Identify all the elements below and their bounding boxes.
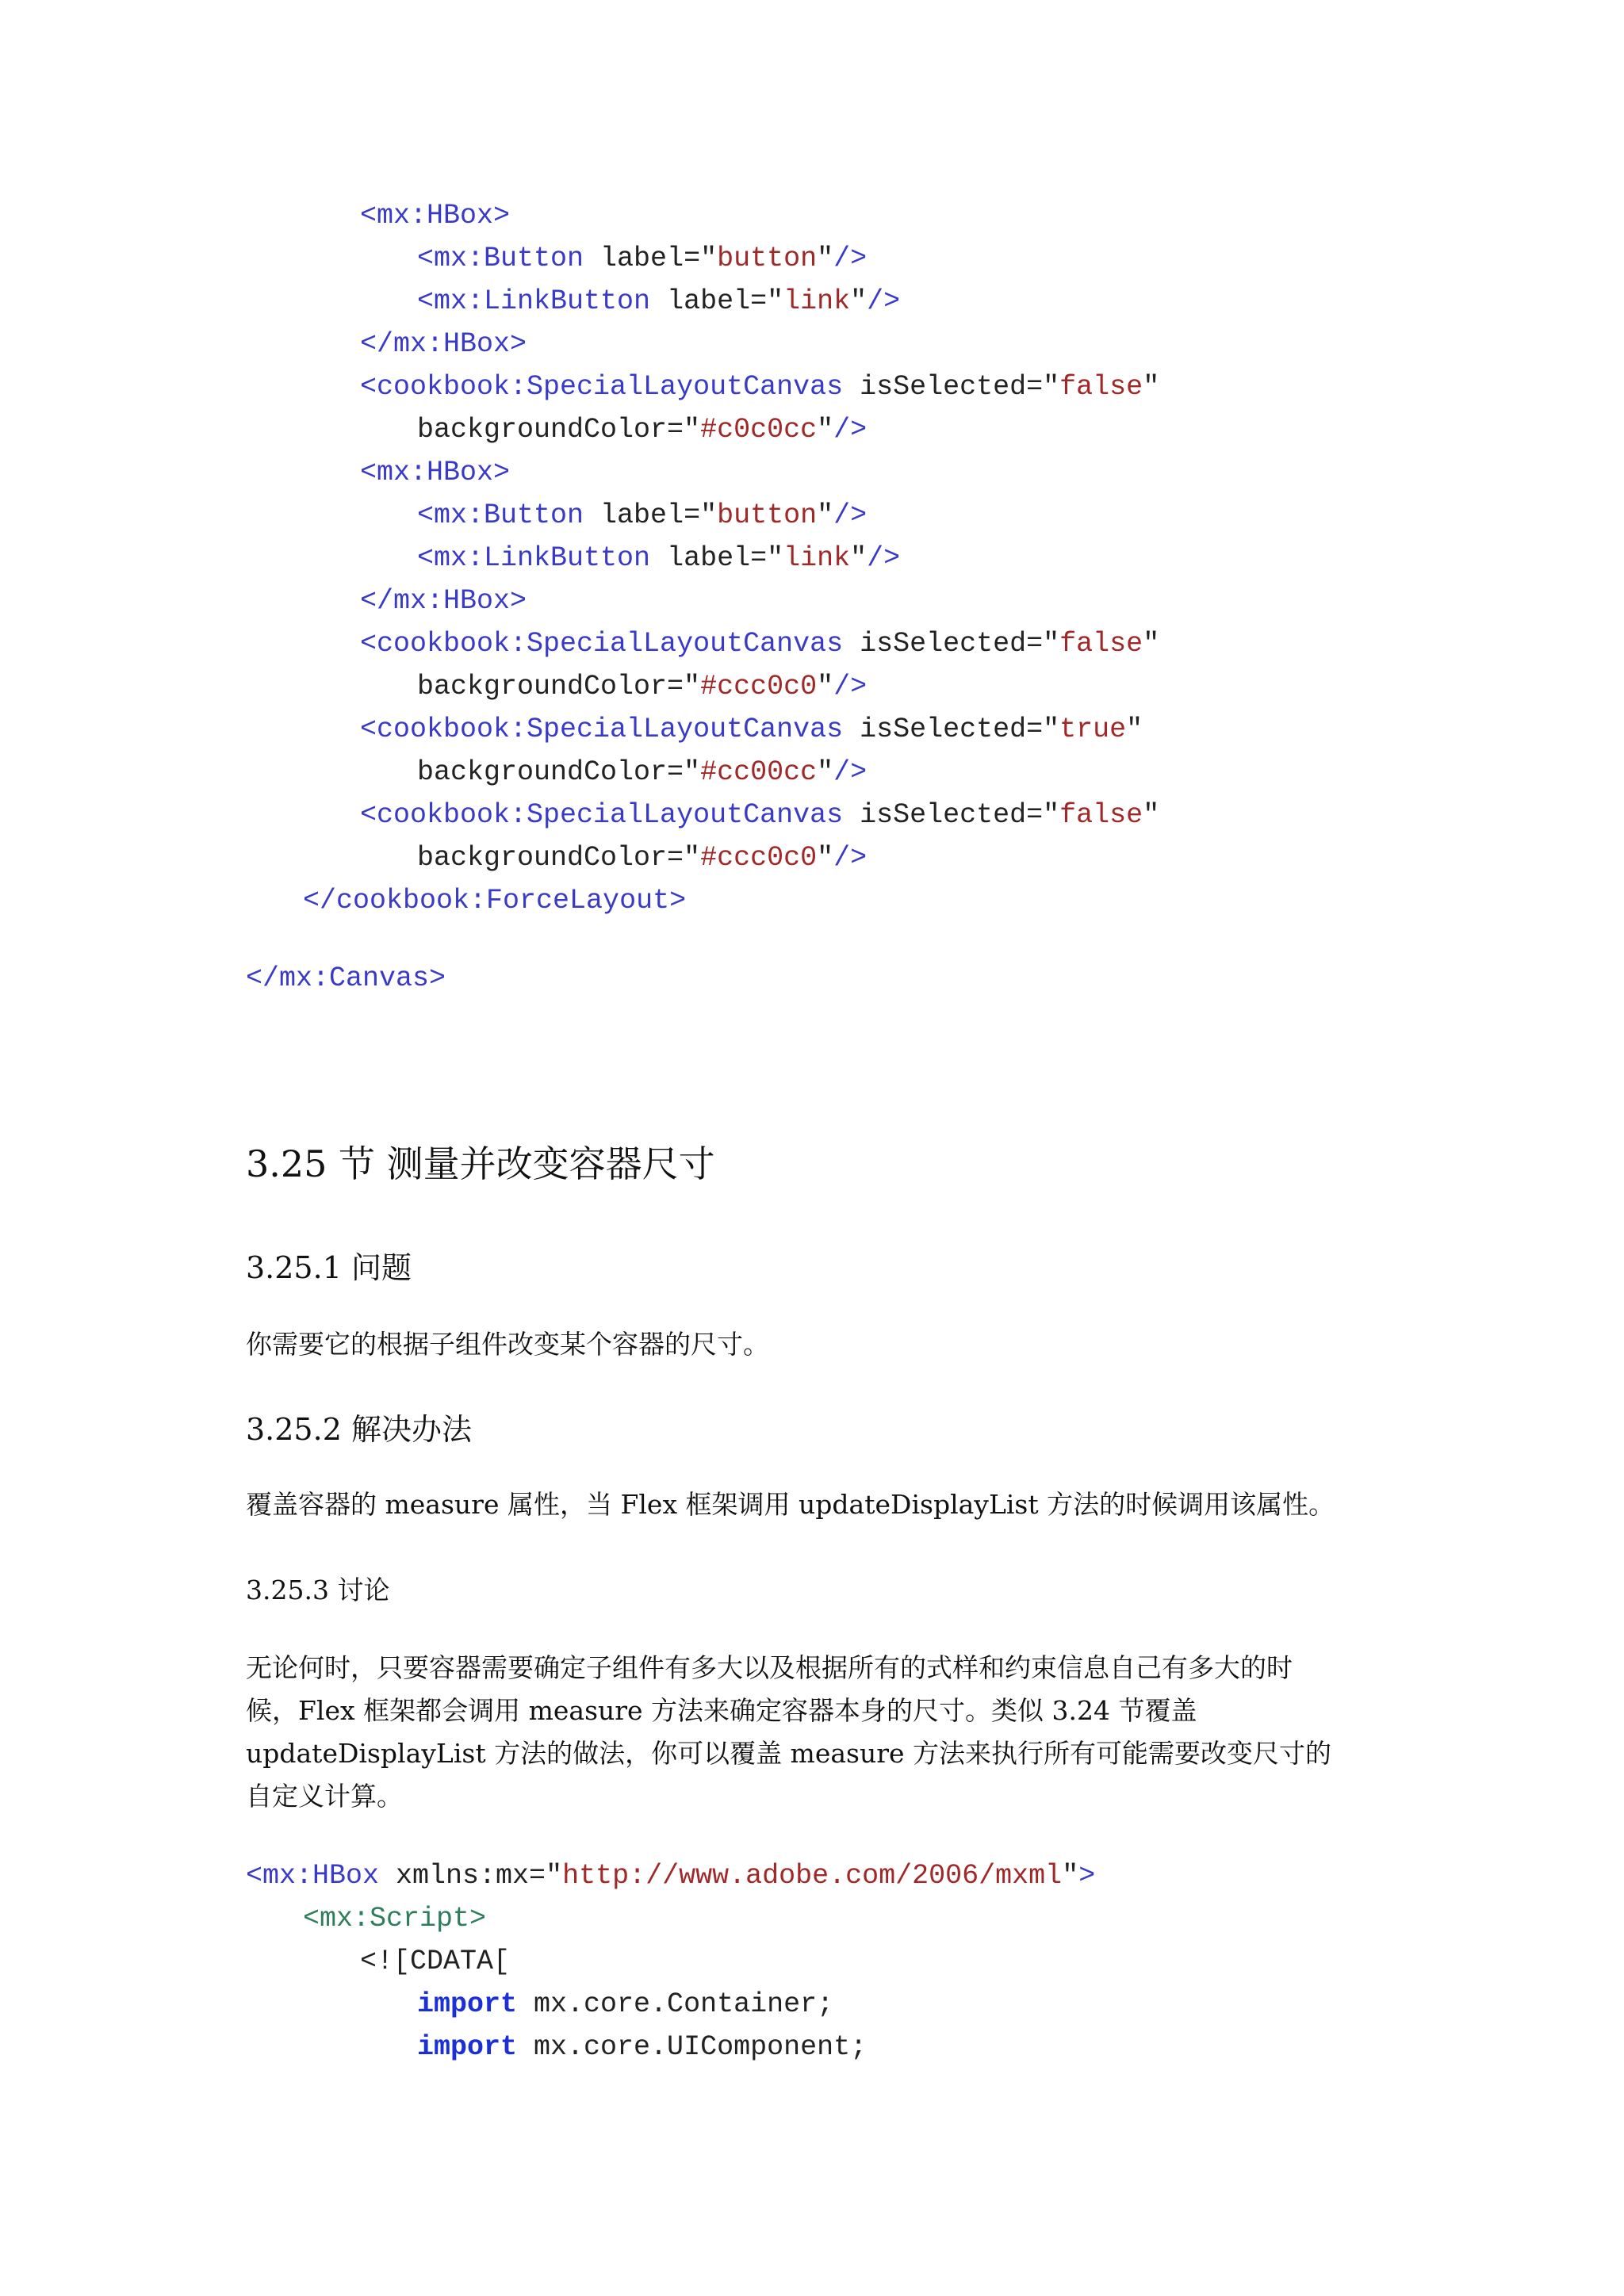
code-token: /> (867, 542, 901, 574)
code-token: button (717, 243, 818, 274)
code-block-close (246, 957, 446, 1000)
code-line (246, 794, 1159, 836)
discussion-line: 自定义计算。 (246, 1781, 403, 1812)
code-line (246, 836, 1159, 879)
code-line (246, 494, 1159, 537)
code-token: <mx:Button (417, 499, 584, 531)
code-token: /> (833, 243, 868, 274)
code-token: backgroundColor=" (417, 414, 701, 446)
code-token: label=" (650, 542, 784, 574)
code-token: <mx:LinkButton (417, 542, 651, 574)
code-line (246, 957, 446, 1000)
code-token: " (1126, 714, 1143, 745)
code-line (246, 1854, 1095, 1897)
solution-heading: 3.25.2 解决办法 (246, 1412, 472, 1447)
code-token: /> (833, 842, 868, 874)
code-token: http://www.adobe.com/2006/mxml (562, 1860, 1063, 1892)
code-line (246, 879, 1159, 922)
code-line (246, 1940, 1095, 1983)
code-line (246, 1983, 1095, 2026)
discussion-line: 候，Flex 框架都会调用 measure 方法来确定容器本身的尺寸。类似 3.24 节覆盖 (246, 1695, 1197, 1726)
code-token: true (1059, 714, 1127, 745)
discussion-line: updateDisplayList 方法的做法，你可以覆盖 measure 方法来执行所有可能需要改变尺寸的 (246, 1738, 1332, 1769)
code-token: <cookbook:SpecialLayoutCanvas (360, 371, 844, 403)
code-token: " (1143, 371, 1160, 403)
code-token: " (850, 285, 868, 317)
code-token: isSelected=" (843, 628, 1060, 660)
code-token: /> (833, 756, 868, 788)
solution-text: 覆盖容器的 measure 属性，当 Flex 框架调用 updateDisplayList 方法的时候调用该属性。 (246, 1489, 1335, 1520)
code-token: false (1059, 371, 1143, 403)
code-token: /> (833, 499, 868, 531)
code-token: isSelected=" (843, 799, 1060, 831)
problem-text: 你需要它的根据子组件改变某个容器的尺寸。 (246, 1329, 769, 1360)
code-token: mx.core.UIComponent; (517, 2031, 868, 2063)
code-token: " (817, 842, 834, 874)
code-token: " (817, 414, 834, 446)
code-line (246, 408, 1159, 451)
code-token: import (417, 2031, 518, 2063)
code-token: <mx:HBox> (360, 457, 511, 488)
code-token: </cookbook:ForceLayout> (303, 885, 687, 916)
code-token: isSelected=" (843, 714, 1060, 745)
code-line (246, 751, 1159, 794)
code-line (246, 194, 1159, 237)
code-token: backgroundColor=" (417, 671, 701, 702)
code-token: > (1078, 1860, 1096, 1892)
code-token: label=" (584, 243, 718, 274)
code-line (246, 280, 1159, 323)
code-token: button (717, 499, 818, 531)
code-line (246, 622, 1159, 665)
code-token: label=" (584, 499, 718, 531)
code-token: mx.core.Container; (517, 1988, 834, 2020)
code-line (246, 580, 1159, 622)
code-token: link (783, 542, 851, 574)
code-token: " (817, 499, 834, 531)
code-token: <mx:Script> (303, 1903, 487, 1934)
code-token: " (817, 671, 834, 702)
code-token: backgroundColor=" (417, 842, 701, 874)
code-line (246, 451, 1159, 494)
code-block-layout (246, 194, 1159, 922)
code-token: /> (833, 671, 868, 702)
code-token: <mx:HBox (246, 1860, 380, 1892)
code-line (246, 708, 1159, 751)
code-token: " (1062, 1860, 1079, 1892)
code-token: #ccc0c0 (700, 842, 818, 874)
code-token: <mx:HBox> (360, 200, 511, 232)
code-token: <cookbook:SpecialLayoutCanvas (360, 799, 844, 831)
code-token: isSelected=" (843, 371, 1060, 403)
code-token: /> (833, 414, 868, 446)
code-block-hbox-script (246, 1854, 1095, 2068)
code-token: backgroundColor=" (417, 756, 701, 788)
code-token: import (417, 1988, 518, 2020)
code-token: /> (867, 285, 901, 317)
code-token: </mx:HBox> (360, 585, 527, 617)
code-token: <mx:LinkButton (417, 285, 651, 317)
code-token: </mx:Canvas> (246, 962, 446, 994)
code-token: #c0c0cc (700, 414, 818, 446)
code-token: " (850, 542, 868, 574)
code-token: label=" (650, 285, 784, 317)
discussion-line: 无论何时，只要容器需要确定子组件有多大以及根据所有的式样和约束信息自己有多大的时 (246, 1652, 1293, 1683)
code-token: link (783, 285, 851, 317)
problem-heading: 3.25.1 问题 (246, 1250, 412, 1285)
code-token: " (817, 243, 834, 274)
section-title: 3.25 节 测量并改变容器尺寸 (246, 1142, 715, 1185)
code-token: <![CDATA[ (360, 1946, 511, 1977)
code-token: xmlns:mx=" (379, 1860, 563, 1892)
code-token: <mx:Button (417, 243, 584, 274)
code-token: " (817, 756, 834, 788)
code-token: #ccc0c0 (700, 671, 818, 702)
discussion-text (246, 1647, 1331, 1818)
code-token: " (1143, 799, 1160, 831)
discussion-heading: 3.25.3 讨论 (246, 1575, 390, 1605)
code-token: false (1059, 628, 1143, 660)
code-line (246, 537, 1159, 580)
code-token: <cookbook:SpecialLayoutCanvas (360, 714, 844, 745)
code-token: false (1059, 799, 1143, 831)
code-line (246, 365, 1159, 408)
code-line (246, 1897, 1095, 1940)
code-token: <cookbook:SpecialLayoutCanvas (360, 628, 844, 660)
code-token: " (1143, 628, 1160, 660)
code-line (246, 323, 1159, 365)
code-token: #cc00cc (700, 756, 818, 788)
code-line (246, 2026, 1095, 2068)
code-line (246, 237, 1159, 280)
code-line (246, 665, 1159, 708)
code-token: </mx:HBox> (360, 328, 527, 360)
